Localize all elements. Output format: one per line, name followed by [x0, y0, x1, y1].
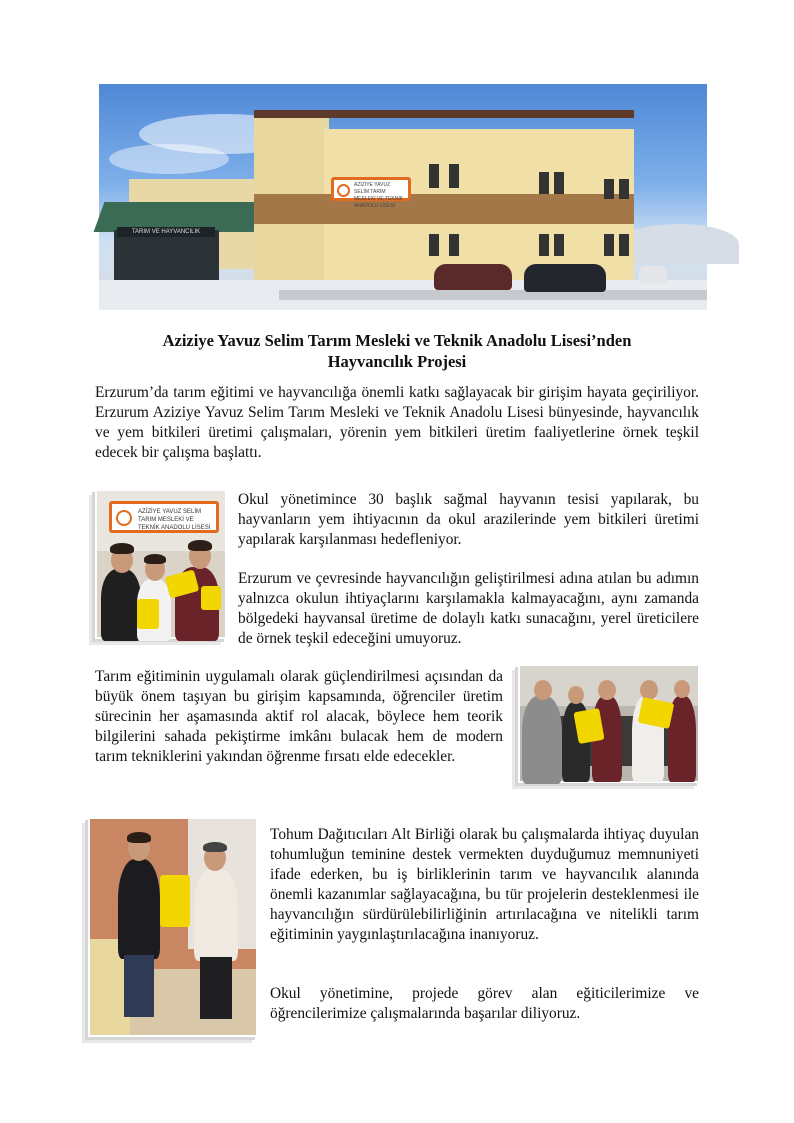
student-head	[674, 680, 690, 698]
window	[604, 234, 614, 256]
car	[639, 266, 667, 284]
student-hair	[127, 832, 151, 843]
window	[539, 234, 549, 256]
car	[434, 264, 512, 290]
photo1-sign	[109, 501, 219, 533]
photo1-logo-icon	[116, 510, 132, 526]
paragraph-5: Tohum Dağıtıcıları Alt Birliği olarak bu çalışmalarda ihtiyaç duyulan tohumluğun teminine destek vermekten duyduğumuz memnuniyeti ifade ederken, bu iş birliklerinin tarım ve hayvancılık alanında önemli kazanımlar sağlayacağına, bu tür projelerin desteklenmesi ile hayvancılığın sürdürülebilirliğinin artırılacağına ve nitelikli tarım eğitiminin yaygınlaştırılacağına inanıyoruz.	[270, 826, 699, 943]
teacher-hair	[203, 842, 227, 852]
entrance	[114, 230, 219, 282]
cloud	[109, 144, 229, 174]
school-building-photo	[99, 84, 707, 310]
paragraph-2: Okul yönetimince 30 başlık sağmal hayvanın tesisi yapılarak, bu hayvanların yem ihtiyacının da okul arazilerinde yem bitkileri üretimi yapılarak karşılanması hedefleniyor.	[238, 491, 699, 548]
seed-bag	[201, 586, 221, 610]
teacher-legs	[200, 957, 232, 1019]
window	[429, 164, 439, 188]
paragraph-3: Erzurum ve çevresinde hayvancılığın geliştirilmesi adına atılan bu adımın yalnızca okulun ihtiyaçlarını karşılamakla kalmayacağını, aynı zamanda bölgedeki hayvansal üretime de dolaylı katkı sunacağını, yerel üreticilere de örnek teşkil edeceğini umuyoruz.	[238, 570, 699, 647]
photo2-frame	[518, 664, 700, 783]
seed-bag	[160, 875, 190, 927]
window	[554, 172, 564, 194]
car	[524, 264, 606, 292]
photo1-sign-text: AZİZİYE YAVUZ SELİM TARIM MESLEKİ VE TEKNİK ANADOLU LİSESİ	[138, 509, 211, 531]
window	[449, 164, 459, 188]
window	[619, 234, 629, 256]
school-sign-text: AZİZİYE YAVUZ SELİM TARIM MESLEKİ VE TEKNİK ANADOLU LİSESİ	[354, 182, 404, 209]
paragraph-4: Tarım eğitiminin uygulamalı olarak güçlendirilmesi açısından da büyük önem taşıyan bu girişim kapsamında, öğrenciler üretim sürecinin her aşamasında aktif rol alacak, böylece hem teorik bilgilerini sahada pekiştirme imkânı bulacak hem de modern tarım tekniklerini yakından öğrenme fırsatı elde edecekler.	[95, 668, 503, 765]
photo1-frame	[95, 489, 227, 639]
student-hair	[188, 540, 212, 551]
seed-bag	[137, 599, 159, 629]
road	[279, 290, 707, 300]
article-title-line2: Hayvancılık Projesi	[327, 352, 467, 371]
seed-bag	[573, 708, 604, 744]
school-logo-icon	[337, 184, 350, 197]
student-head	[568, 686, 584, 704]
window	[539, 172, 549, 194]
brown-band	[254, 194, 634, 224]
paragraph-6: Okul yönetimine, projede görev alan eğiticilerimize ve öğrencilerimize çalışmalarında başarılar diliyoruz.	[270, 985, 699, 1022]
window	[554, 234, 564, 256]
person-head	[534, 680, 552, 700]
window	[429, 234, 439, 256]
group-bags-photo	[520, 666, 698, 781]
mountain	[619, 224, 739, 264]
main-roof	[254, 110, 634, 118]
window	[604, 179, 614, 199]
article-title	[100, 330, 694, 372]
intro-paragraph: Erzurum’da tarım eğitimi ve hayvancılığa önemli katkı sağlayacak bir girişim hayata geçiriliyor. Erzurum Aziziye Yavuz Selim Tarım Mesleki ve Teknik Anadolu Lisesi bünyesinde, hayvancılık ve yem bitkileri üretimi çalışmaları, yörenin yem bitkileri üretim faaliyetlerine örnek teşkil edecek bir çalışma başlattı.	[95, 384, 699, 461]
student-hair	[144, 554, 166, 564]
student-legs	[124, 955, 154, 1017]
article-title-line1: Aziziye Yavuz Selim Tarım Mesleki ve Teknik Anadolu Lisesi’nden	[162, 331, 632, 350]
students-sign-photo	[97, 491, 225, 637]
school-sign	[331, 177, 411, 209]
teacher-figure	[194, 869, 238, 961]
student-figure	[101, 569, 141, 641]
student-head	[598, 680, 616, 700]
seed-handover-photo	[90, 819, 256, 1035]
person-figure	[522, 696, 562, 784]
student-figure	[118, 859, 160, 959]
entrance-sign	[117, 227, 215, 237]
window	[449, 234, 459, 256]
entrance-sign-text: TARIM VE HAYVANCILIK	[131, 229, 201, 235]
student-hair	[110, 543, 134, 554]
window	[619, 179, 629, 199]
photo3-frame	[88, 817, 258, 1037]
